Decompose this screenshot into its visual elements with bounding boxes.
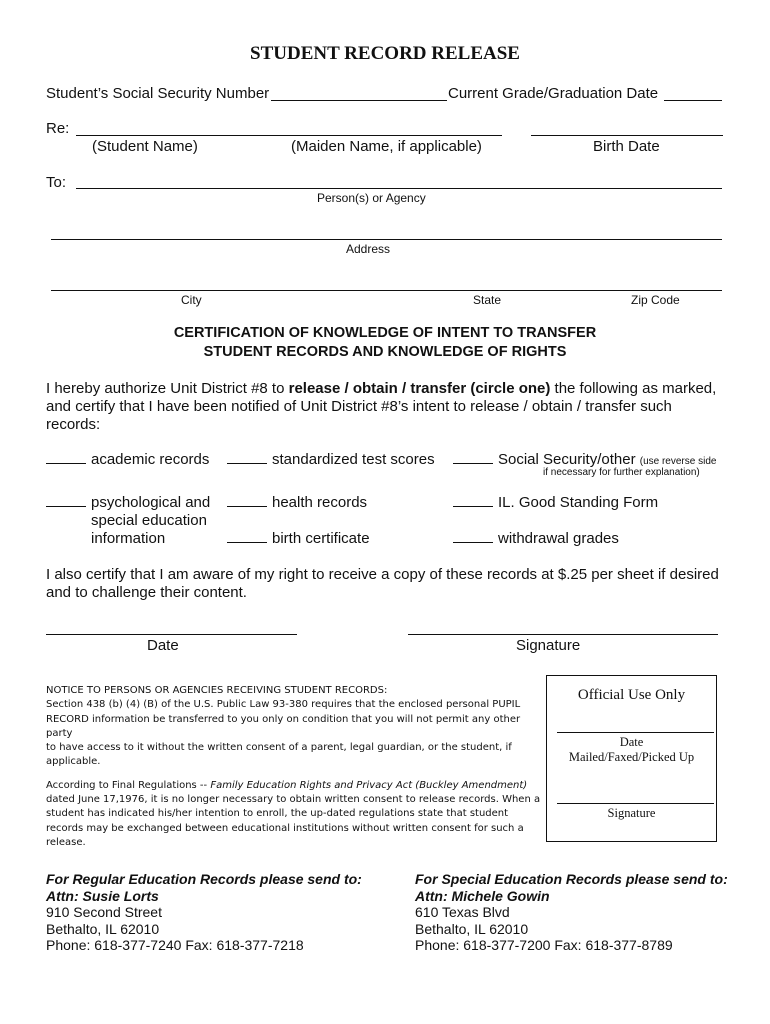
regular-education-address (46, 871, 362, 954)
birth-date-caption: Birth Date (593, 138, 660, 155)
official-signature-field[interactable] (557, 803, 714, 804)
signature-caption: Signature (516, 637, 581, 654)
blank-line[interactable] (453, 451, 493, 464)
address-caption: Address (346, 242, 391, 256)
withdrawal-grades-label: withdrawal grades (498, 530, 619, 547)
official-date-field[interactable] (557, 732, 714, 733)
grade-label: Current Grade/Graduation Date (448, 85, 659, 102)
check-standardized-test-scores[interactable] (227, 451, 435, 468)
official-signature-caption: Signature (607, 806, 656, 820)
notice-block (46, 684, 542, 850)
auth-line1-pre: I hereby authorize Unit District #8 to (46, 380, 289, 397)
psych-label-2: special education (91, 512, 207, 529)
cert-heading-line1: CERTIFICATION OF KNOWLEDGE OF INTENT TO TRANSFER (173, 325, 597, 341)
check-withdrawal-grades[interactable] (453, 530, 619, 547)
notice-line: Section 438 (b) (4) (B) of the U.S. Public Law 93-380 requires that the enclosed personal PUPIL (46, 699, 521, 711)
check-psychological[interactable] (46, 494, 210, 511)
zip-caption: Zip Code (631, 293, 680, 307)
blank-line[interactable] (227, 451, 267, 464)
blank-line[interactable] (453, 530, 493, 543)
special-city: Bethalto, IL 62010 (415, 920, 529, 937)
official-use-box (546, 675, 717, 842)
blank-line[interactable] (227, 494, 267, 507)
regular-phone: Phone: 618-377-7240 Fax: 618-377-7218 (46, 937, 304, 953)
check-birth-certificate[interactable] (227, 530, 370, 547)
regular-city: Bethalto, IL 62010 (46, 920, 160, 937)
special-heading: For Special Education Records please send to: (415, 871, 728, 887)
agency-field[interactable] (76, 188, 722, 189)
aware-line2: and to challenge their content. (46, 584, 247, 601)
check-academic-records[interactable] (46, 451, 209, 468)
ssn-field[interactable] (271, 100, 447, 101)
social-security-label: Social Security/other (498, 451, 636, 468)
state-caption: State (473, 293, 502, 307)
check-health-records[interactable] (227, 494, 367, 511)
notice-line: NOTICE TO PERSONS OR AGENCIES RECEIVING STUDENT RECORDS: (46, 685, 388, 696)
academic-records-label: academic records (91, 451, 210, 468)
social-note-2: if necessary for further explanation) (543, 467, 700, 478)
date-signature-field[interactable] (46, 634, 297, 635)
blank-line[interactable] (46, 494, 86, 507)
notice-line: RECORD information be transferred to you only on condition that you will not permit any other party (46, 713, 521, 739)
health-records-label: health records (272, 494, 368, 511)
circle-one-options: release / obtain / transfer (circle one) (288, 380, 551, 397)
city-state-zip-field[interactable] (51, 290, 722, 291)
standardized-label: standardized test scores (272, 451, 435, 468)
il-good-standing-label: IL. Good Standing Form (498, 494, 659, 511)
official-use-title: Official Use Only (577, 687, 686, 703)
auth-line1-post: the following as marked, (550, 380, 717, 397)
city-caption: City (181, 293, 202, 307)
aware-line1: I also certify that I am aware of my right to receive a copy of these records at $.25 per sheet if desired (46, 566, 719, 583)
check-il-good-standing[interactable] (453, 494, 658, 511)
social-note-1: (use reverse side (639, 456, 717, 467)
blank-line[interactable] (453, 494, 493, 507)
notice-line: applicable. (46, 756, 101, 768)
notice-line: records may be exchanged between educational institutions without written consent for such a (46, 822, 524, 834)
psych-label-3: information (91, 530, 166, 547)
signature-field[interactable] (408, 634, 718, 635)
special-education-address (415, 871, 728, 954)
auth-line1 (46, 380, 716, 397)
psych-label-1: psychological and (91, 494, 211, 511)
official-method-caption: Mailed/Faxed/Picked Up (568, 750, 695, 764)
special-attn: Attn: Michele Gowin (415, 887, 550, 904)
blank-line[interactable] (227, 530, 267, 543)
auth-line3: records: (46, 416, 101, 433)
student-name-caption: (Student Name) (92, 138, 198, 155)
ferpa-title: Family Education Rights and Privacy Act (Buckley Amendment) (210, 779, 528, 791)
address-field[interactable] (51, 239, 722, 240)
to-label: To: (46, 174, 67, 191)
page-title: STUDENT RECORD RELEASE (250, 43, 520, 64)
regular-street: 910 Second Street (46, 904, 162, 920)
special-street: 610 Texas Blvd (415, 904, 510, 920)
notice-line: student has indicated his/her intention to enroll, the up-dated regulations state that student (46, 808, 509, 820)
notice-line (46, 779, 542, 793)
notice-line: dated June 17,1976, it is no longer necessary to obtain written consent to release records. When a (46, 794, 541, 806)
re-label: Re: (46, 120, 70, 137)
notice-reg-pre: According to Final Regulations -- (46, 779, 211, 791)
grade-field[interactable] (664, 100, 722, 101)
auth-line2: and certify that I have been notified of Unit District #8’s intent to release / obtain / transfer such (46, 398, 672, 415)
official-date-caption: Date (619, 735, 644, 749)
ssn-label: Student’s Social Security Number (46, 85, 270, 102)
blank-line[interactable] (46, 451, 86, 464)
notice-line: release. (46, 836, 86, 848)
birth-certificate-label: birth certificate (272, 530, 370, 547)
maiden-name-caption: (Maiden Name, if applicable) (291, 138, 482, 155)
special-phone: Phone: 618-377-7200 Fax: 618-377-8789 (415, 937, 673, 953)
student-name-field[interactable] (76, 135, 502, 136)
regular-attn: Attn: Susie Lorts (46, 887, 159, 904)
regular-heading: For Regular Education Records please send to: (46, 871, 362, 887)
birth-date-field[interactable] (531, 135, 723, 136)
agency-caption: Person(s) or Agency (317, 191, 426, 205)
date-caption: Date (147, 637, 179, 654)
check-social-security[interactable] (453, 451, 716, 468)
notice-line: to have access to it without the written consent of a parent, legal guardian, or the student, if (46, 742, 512, 754)
cert-heading-line2: STUDENT RECORDS AND KNOWLEDGE OF RIGHTS (203, 344, 567, 360)
